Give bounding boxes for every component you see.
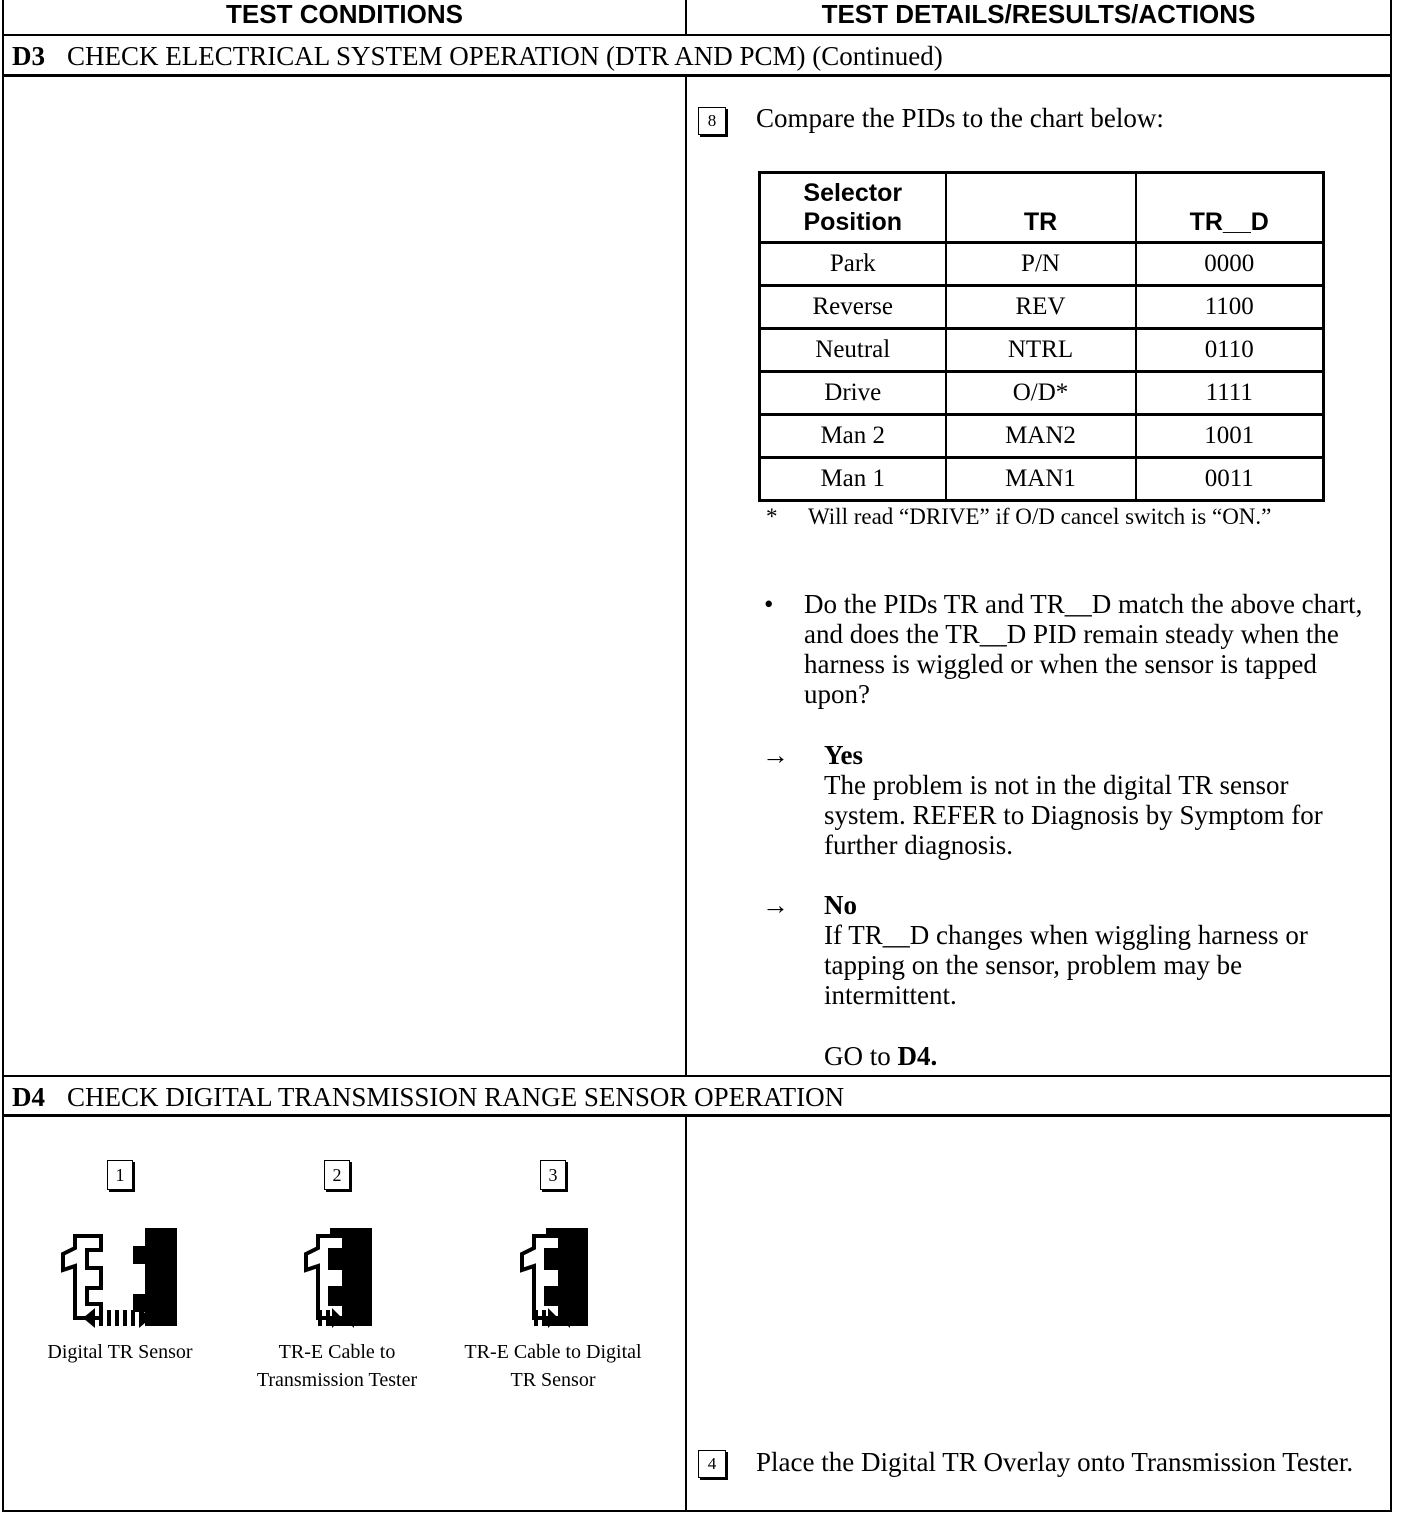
figure-caption: TR-E Cable to Transmission Tester (256, 1341, 418, 1391)
question-text: Do the PIDs TR and TR__D match the above chart, and does the TR__D PID remain steady when the harness is wiggled or when the sensor is tapped upon? (804, 589, 1363, 709)
step-8-box: 8 (698, 107, 726, 135)
figure-tr-e-cable-tester (242, 1160, 432, 1394)
d4-top-rule (2, 1075, 1392, 1077)
d3-section-title (12, 40, 943, 72)
d4-title-rule (2, 1114, 1392, 1117)
no-text: If TR__D changes when wiggling harness or tapping on the sensor, problem may be intermittent. (824, 920, 1308, 1010)
table-header-row (760, 173, 1324, 243)
table-row (760, 458, 1324, 501)
table-cell: 1100 (1136, 286, 1324, 329)
d3-title-rule (2, 74, 1392, 77)
goto-line (824, 1041, 937, 1071)
table-cell: MAN1 (946, 458, 1136, 501)
table-cell: O/D* (946, 372, 1136, 415)
column-divider-d4 (685, 1117, 687, 1512)
table-cell: 0110 (1136, 329, 1324, 372)
table-cell: Neutral (760, 329, 946, 372)
footnote-mark: * (766, 504, 778, 529)
header-tr: TR (946, 173, 1136, 243)
table-cell: REV (946, 286, 1136, 329)
step-8-text: Compare the PIDs to the chart below: (756, 103, 1164, 133)
figure-tr-e-cable-sensor (458, 1160, 648, 1394)
figure-number: 3 (540, 1160, 566, 1190)
connected-connector-icon (262, 1208, 412, 1338)
header-tr-d: TR__D (1136, 173, 1324, 243)
table-cell: Man 1 (760, 458, 946, 501)
table-row (760, 372, 1324, 415)
d4-section-title (12, 1081, 844, 1113)
separated-connector-icon (45, 1208, 195, 1338)
table-row (760, 415, 1324, 458)
table-row (760, 329, 1324, 372)
table-cell: 0011 (1136, 458, 1324, 501)
bullet: • (764, 589, 774, 619)
table-cell: NTRL (946, 329, 1136, 372)
no-arrow-icon: → (762, 890, 789, 920)
step-4-text: Place the Digital TR Overlay onto Transmission Tester. (756, 1447, 1354, 1477)
table-cell: Man 2 (760, 415, 946, 458)
goto-target: D4. (897, 1041, 938, 1071)
table-row (760, 286, 1324, 329)
figure-caption: TR-E Cable to Digital TR Sensor (464, 1341, 642, 1391)
goto-prefix: GO to (824, 1041, 891, 1071)
table-row (760, 243, 1324, 286)
yes-text: The problem is not in the digital TR sensor system. REFER to Diagnosis by Symptom for further diagnosis. (824, 770, 1323, 860)
table-cell: P/N (946, 243, 1136, 286)
figure-caption: Digital TR Sensor (47, 1341, 193, 1363)
table-cell: 0000 (1136, 243, 1324, 286)
d4-code: D4 (12, 1082, 45, 1112)
header-test-conditions: TEST CONDITIONS (226, 0, 463, 29)
footnote-text: Will read “DRIVE” if O/D cancel switch is “ON.” (808, 504, 1272, 529)
header-test-details: TEST DETAILS/RESULTS/ACTIONS (821, 0, 1256, 29)
figure-digital-tr-sensor (25, 1160, 215, 1366)
header-rule (2, 34, 1392, 36)
step-4-box: 4 (698, 1450, 726, 1478)
no-label: No (824, 890, 857, 920)
pid-table (758, 171, 1325, 502)
d4-title: CHECK DIGITAL TRANSMISSION RANGE SENSOR OPERATION (67, 1082, 845, 1112)
d3-title: CHECK ELECTRICAL SYSTEM OPERATION (DTR AND PCM) (Continued) (67, 41, 943, 71)
header-selector-position: Selector Position (760, 173, 946, 243)
connected-connector-icon (478, 1208, 628, 1338)
table-cell: 1001 (1136, 415, 1324, 458)
d3-code: D3 (12, 41, 45, 71)
yes-label: Yes (824, 740, 863, 770)
table-cell: 1111 (1136, 372, 1324, 415)
table-cell: Reverse (760, 286, 946, 329)
table-cell: Park (760, 243, 946, 286)
column-divider-d3 (685, 76, 687, 1076)
table-cell: Drive (760, 372, 946, 415)
figure-number: 1 (107, 1160, 133, 1190)
figure-number: 2 (324, 1160, 350, 1190)
yes-arrow-icon: → (762, 740, 789, 770)
table-cell: MAN2 (946, 415, 1136, 458)
